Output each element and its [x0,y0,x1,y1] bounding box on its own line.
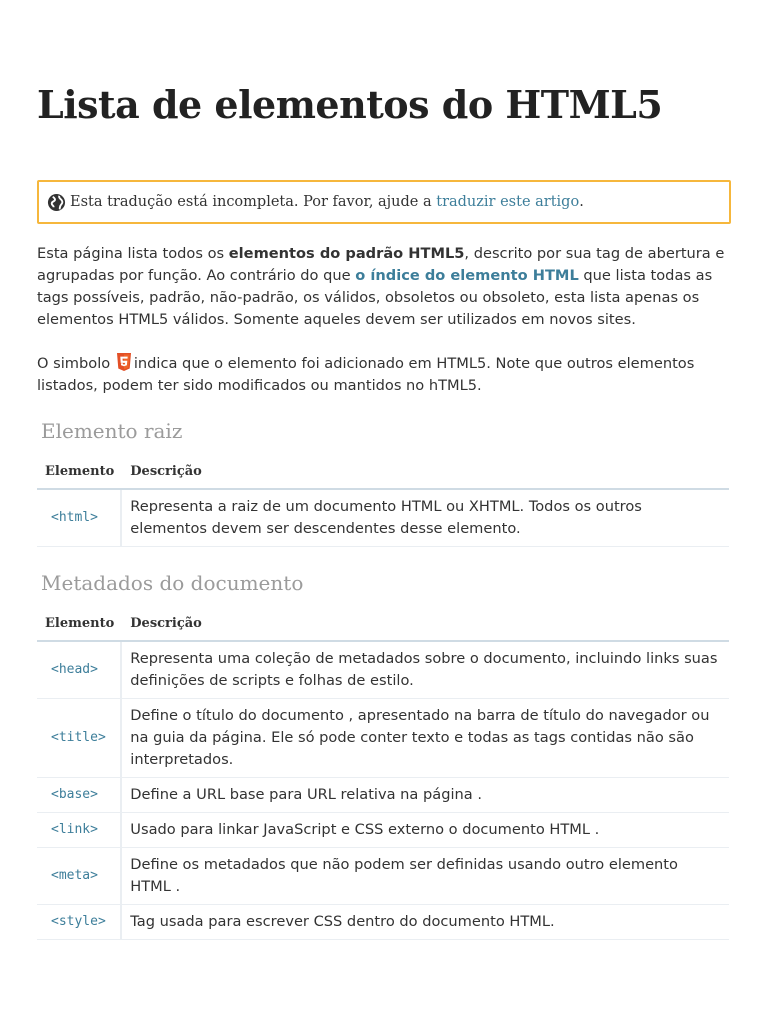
translate-article-link[interactable]: traduzir este artigo [436,194,580,210]
intro-text: , descrito por sua tag de abertura e agrupadas por função. Ao contrário do que [37,245,725,284]
tag-link[interactable]: <base> [51,787,98,802]
element-index-link[interactable]: o índice do elemento HTML [355,267,579,284]
page-title: Lista de elementos do HTML5 [37,82,663,127]
table-row [37,778,729,813]
tag-link[interactable]: <style> [51,914,106,929]
element-description: Usado para linkar JavaScript e CSS externo o documento HTML . [122,813,729,848]
section-heading-metadata: Metadados do documento [41,571,304,595]
element-tag[interactable] [37,905,122,940]
table-row [37,642,729,699]
element-description: Define o título do documento , apresentado na barra de título do navegador ou na guia da página. Ele só pode conter texto e todas as tags contidas não são interpretados. [122,699,729,778]
intro-text: Esta página lista todos os [37,245,229,262]
intro-text: que lista todas as tags possíveis, padrão, não-padrão, os válidos, obsoletos ou obsoleto, esta lista apenas os elementos HTML5 válidos. Somente aqueles devem ser utilizados em novos sites. [37,267,713,328]
tag-link[interactable]: <title> [51,730,106,745]
intro [37,243,731,397]
column-header-element: Elemento [37,455,122,490]
table-row [37,813,729,848]
element-tag[interactable] [37,699,122,778]
element-description: Define os metadados que não podem ser definidas usando outro elemento HTML . [122,848,729,905]
intro-text: indica que o elemento foi adicionado em HTML5. Note que outros elementos listados, podem ter sido modificados ou mantidos no hTML5. [37,355,695,394]
column-header-description: Descrição [122,455,729,490]
element-tag[interactable] [37,813,122,848]
element-tag[interactable] [37,642,122,699]
table-row [37,848,729,905]
intro-text: O simbolo [37,355,115,372]
table-row [37,905,729,940]
intro-bold: elementos do padrão HTML5 [228,245,465,262]
column-header-element: Elemento [37,607,122,642]
table-root-element [37,455,729,547]
notice-tail: . [579,194,584,210]
column-header-description: Descrição [122,607,729,642]
table-header-row [37,607,729,642]
notice-text: Esta tradução está incompleta. Por favor, ajude a [70,194,432,210]
tag-link[interactable]: <head> [51,662,98,677]
table-row [37,490,729,547]
table-header-row [37,455,729,490]
element-description: Define a URL base para URL relativa na página . [122,778,729,813]
section-heading-root: Elemento raiz [41,419,183,443]
tag-link[interactable]: <html> [51,510,98,525]
tag-link[interactable]: <meta> [51,868,98,883]
tag-link[interactable]: <link> [51,822,98,837]
element-description: Representa uma coleção de metadados sobre o documento, incluindo links suas definições de scripts e folhas de estilo. [122,642,729,699]
element-description: Representa a raiz de um documento HTML ou XHTML. Todos os outros elementos devem ser descendentes desse elemento. [122,490,729,547]
element-description: Tag usada para escrever CSS dentro do documento HTML. [122,905,729,940]
translation-notice [37,180,731,224]
intro-paragraph-1 [37,243,731,331]
globe-icon [47,193,66,212]
element-tag[interactable] [37,490,122,547]
element-tag[interactable] [37,848,122,905]
table-metadata [37,607,729,940]
table-row [37,699,729,778]
html5-icon [116,353,132,371]
element-tag[interactable] [37,778,122,813]
intro-paragraph-2 [37,353,731,397]
